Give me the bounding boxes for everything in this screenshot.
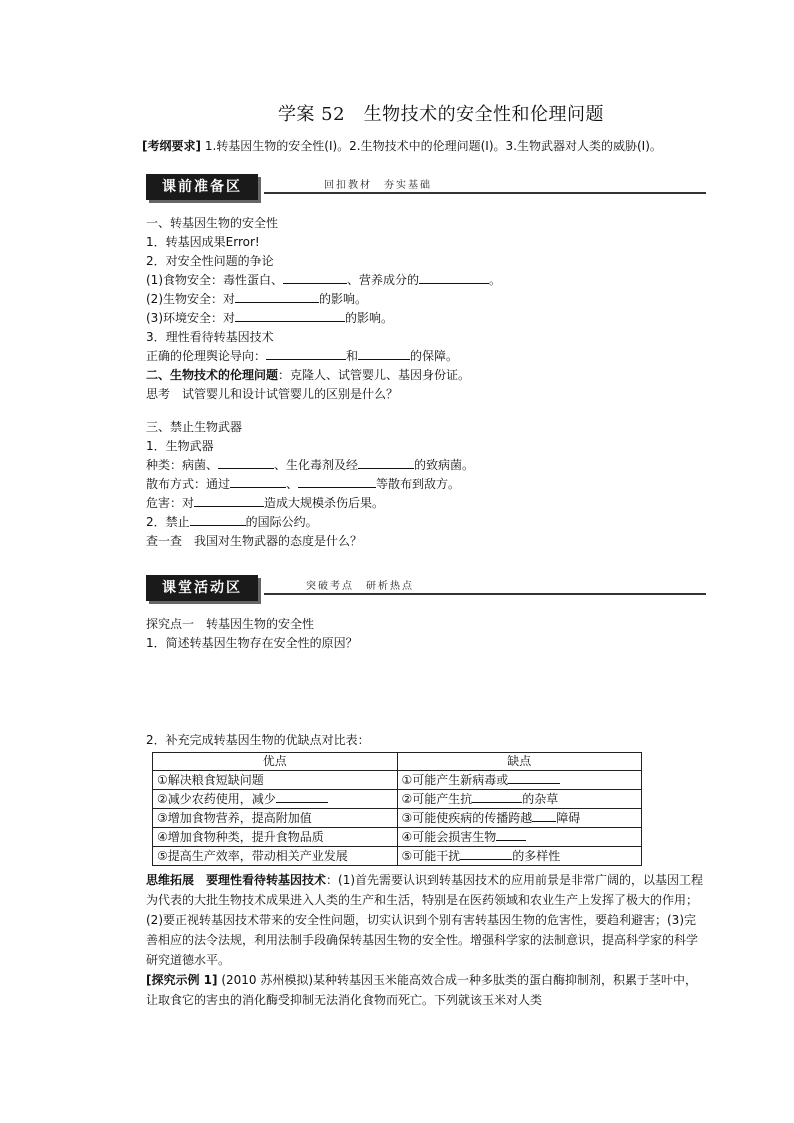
text: 种类：病菌、 bbox=[146, 458, 219, 472]
text: 的国际公约。 bbox=[245, 515, 318, 529]
fill-blank[interactable] bbox=[283, 271, 347, 284]
example-text: (2010 苏州模拟)某种转基因玉米能高效合成一种多肽类的蛋白酶抑制剂，积累于茎叶中，让取食它的害虫的消化酶受抑制无法消化食物而死亡。下列就该玉米对人类 bbox=[146, 973, 698, 1007]
banner-subtitle: 突破考点 研析热点 bbox=[306, 581, 414, 592]
page-title: 学案 52 生物技术的安全性和伦理问题 bbox=[277, 104, 605, 125]
text: ：克隆人、试管婴儿、基因身份证。 bbox=[278, 368, 471, 382]
table-row bbox=[153, 771, 642, 790]
exam-requirements bbox=[142, 136, 706, 156]
document-page bbox=[142, 100, 706, 1010]
text: 危害：对 bbox=[146, 496, 195, 510]
fill-blank[interactable] bbox=[194, 494, 264, 507]
weapon-harm-line bbox=[146, 494, 706, 513]
text: (2)生物安全：对 bbox=[146, 292, 235, 306]
text: ④可能会损害生物 bbox=[401, 830, 497, 844]
header-cons: 缺点 bbox=[397, 753, 642, 771]
text: 的影响。 bbox=[345, 311, 394, 325]
heading-1: 一、转基因生物的安全性 bbox=[146, 216, 279, 230]
con-cell bbox=[397, 771, 642, 790]
fill-blank[interactable] bbox=[496, 828, 526, 841]
table-row bbox=[153, 790, 642, 809]
banner-subtitle: 回扣教材 夯实基础 bbox=[324, 180, 432, 191]
text: (3)环境安全：对 bbox=[146, 311, 235, 325]
text: (1)食物安全：毒性蛋白、 bbox=[146, 273, 283, 287]
text: 正确的伦理舆论导向： bbox=[146, 349, 267, 363]
ban-line bbox=[146, 513, 706, 532]
item-3-1: 1．生物武器 bbox=[146, 439, 214, 453]
con-cell bbox=[397, 847, 642, 866]
fill-blank[interactable] bbox=[298, 475, 376, 488]
check-question: 查一查 我国对生物武器的态度是什么？ bbox=[146, 534, 363, 548]
banner-label: 课前准备区 bbox=[146, 174, 258, 200]
table-row bbox=[153, 847, 642, 866]
text: ②可能产生抗 bbox=[401, 792, 473, 806]
ethics-line bbox=[146, 347, 706, 366]
requirements-tag: [考纲要求] bbox=[142, 139, 201, 153]
thinking-expansion bbox=[146, 870, 706, 970]
banner-rule bbox=[264, 593, 706, 595]
con-cell bbox=[397, 809, 642, 828]
table-header-row bbox=[153, 753, 642, 771]
pro-cell bbox=[153, 790, 398, 809]
item-1-2: 2．对安全性问题的争论 bbox=[146, 254, 274, 268]
heading-3: 三、禁止生物武器 bbox=[146, 420, 243, 434]
fill-blank[interactable] bbox=[508, 771, 560, 784]
question-2: 2．补充完成转基因生物的优缺点对比表： bbox=[146, 733, 370, 747]
fill-blank[interactable] bbox=[266, 347, 346, 360]
section-banner-prep bbox=[146, 174, 706, 200]
banner-label: 课堂活动区 bbox=[146, 575, 258, 601]
fill-blank[interactable] bbox=[230, 475, 286, 488]
answer-space[interactable] bbox=[146, 653, 706, 731]
heading-2 bbox=[146, 366, 706, 385]
pro-cell: ③增加食物营养，提高附加值 bbox=[153, 809, 398, 828]
fill-blank[interactable] bbox=[235, 290, 319, 303]
fill-blank[interactable] bbox=[190, 513, 246, 526]
fill-blank[interactable] bbox=[472, 790, 522, 803]
point-heading: 探究点一 转基因生物的安全性 bbox=[146, 617, 315, 631]
fill-blank[interactable] bbox=[358, 347, 410, 360]
item-1-1: 1．转基因成果Error! bbox=[146, 235, 260, 249]
fill-blank[interactable] bbox=[532, 809, 556, 822]
question-1: 1．简述转基因生物存在安全性的原因？ bbox=[146, 636, 358, 650]
fill-blank[interactable] bbox=[235, 309, 345, 322]
con-cell bbox=[397, 828, 642, 847]
fill-blank[interactable] bbox=[460, 847, 512, 860]
text: 造成大规模杀伤后果。 bbox=[264, 496, 385, 510]
text: 障碍 bbox=[556, 811, 581, 825]
fill-blank[interactable] bbox=[358, 456, 414, 469]
think-question: 思考 试管婴儿和设计试管婴儿的区别是什么？ bbox=[146, 387, 399, 401]
text: 、 bbox=[286, 477, 299, 491]
env-safety-line bbox=[146, 309, 706, 328]
table-row bbox=[153, 828, 642, 847]
pro-cell: ⑤提高生产效率，带动相关产业发展 bbox=[153, 847, 398, 866]
banner-rule bbox=[264, 192, 706, 194]
text: 的影响。 bbox=[319, 292, 368, 306]
fill-blank[interactable] bbox=[276, 790, 328, 803]
text: 二、生物技术的伦理问题 bbox=[146, 368, 279, 382]
fill-blank[interactable] bbox=[419, 271, 489, 284]
con-cell bbox=[397, 790, 642, 809]
section-banner-class bbox=[146, 575, 706, 601]
text: 的杂草 bbox=[522, 792, 559, 806]
text: ②减少农药使用，减少 bbox=[157, 792, 276, 806]
expansion-heading: 思维拓展 要理性看待转基因技术 bbox=[146, 873, 327, 887]
fill-blank[interactable] bbox=[218, 456, 274, 469]
text: 散布方式：通过 bbox=[146, 477, 231, 491]
expansion-text: ：(1)首先需要认识到转基因技术的应用前景是非常广阔的，以基因工程为代表的大批生物技术成果进入人类的生产和生活，特别是在医药领域和农业生产上发挥了极大的作用；(2)要正视转基因技术带来的安全性问题，切实认识到个别有害转基因生物的危害性，要趋利避害；(3)完善相应的法令法规，利用法制手段确保转基因生物的安全性。增强科学家的法制意识，提高科学家的科学研究道德水平。 bbox=[146, 873, 704, 967]
text: 2．禁止 bbox=[146, 515, 190, 529]
header-pros: 优点 bbox=[153, 753, 398, 771]
pro-cell: ①解决粮食短缺问题 bbox=[153, 771, 398, 790]
text: ③可能使疾病的传播跨越 bbox=[401, 811, 533, 825]
text: 、营养成分的 bbox=[347, 273, 420, 287]
text: 、生化毒剂及经 bbox=[274, 458, 359, 472]
text: 。 bbox=[489, 273, 502, 287]
text: 和 bbox=[346, 349, 359, 363]
text: 的保障。 bbox=[410, 349, 459, 363]
weapon-spread-line bbox=[146, 475, 706, 494]
pros-cons-table bbox=[152, 752, 642, 866]
example-1 bbox=[146, 970, 706, 1010]
text: ⑤可能干扰 bbox=[401, 849, 461, 863]
bio-safety-line bbox=[146, 290, 706, 309]
text: 的致病菌。 bbox=[414, 458, 475, 472]
prep-section bbox=[146, 214, 706, 551]
weapon-kind-line bbox=[146, 456, 706, 475]
item-1-3: 3．理性看待转基因技术 bbox=[146, 330, 274, 344]
text: 的多样性 bbox=[512, 849, 561, 863]
text: 等散布到敌方。 bbox=[376, 477, 461, 491]
table-row bbox=[153, 809, 642, 828]
example-heading: [探究示例 1] bbox=[146, 973, 218, 987]
pro-cell: ④增加食物种类，提升食物品质 bbox=[153, 828, 398, 847]
activity-section bbox=[146, 615, 706, 1010]
food-safety-line bbox=[146, 271, 706, 290]
requirements-text: 1.转基因生物的安全性(Ⅰ)。2.生物技术中的伦理问题(Ⅰ)。3.生物武器对人类的威胁(Ⅰ)。 bbox=[204, 139, 662, 153]
text: ①可能产生新病毒或 bbox=[401, 773, 509, 787]
